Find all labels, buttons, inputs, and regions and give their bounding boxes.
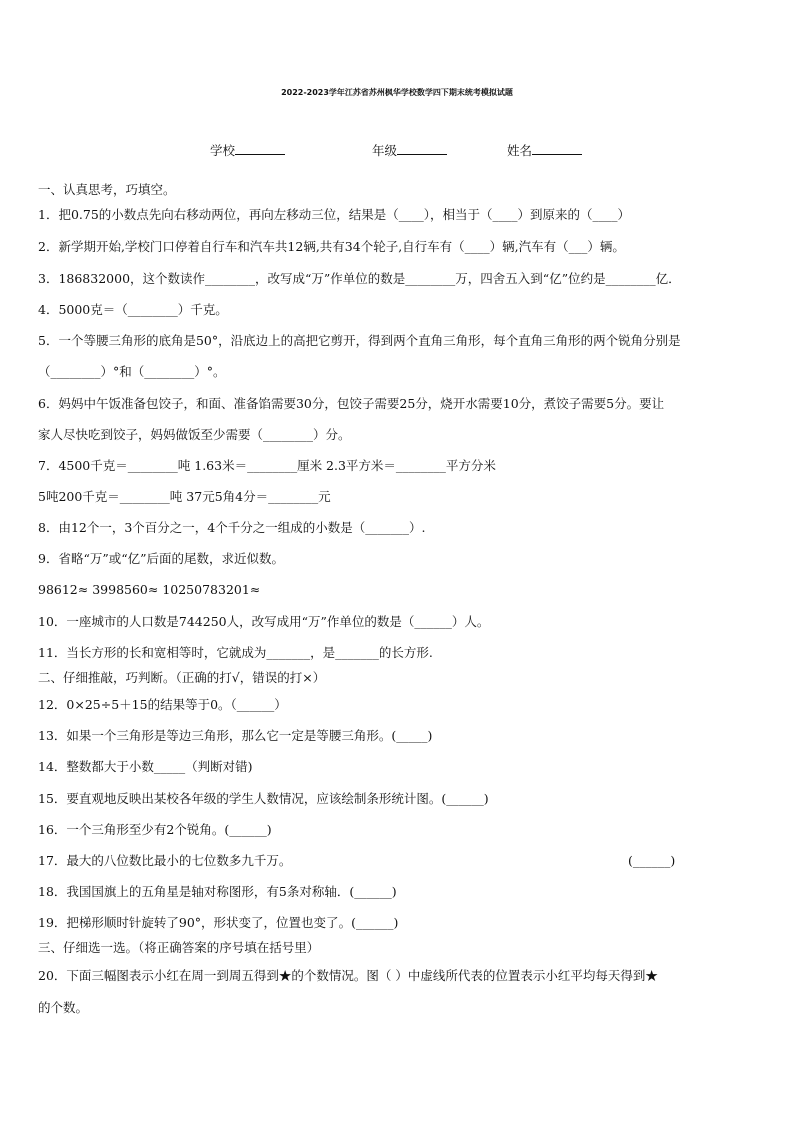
question-5-line-1: 5．一个等腰三角形的底角是50°，沿底边上的高把它剪开，得到两个直角三角形，每个直角三角形的两个锐角分别是: [38, 333, 681, 348]
question-1: 1．把0.75的小数点先向右移动两位，再向左移动三位，结果是（____），相当于（____）到原来的（____）: [38, 207, 631, 222]
question-17: 17．最大的八位数比最小的七位数多九千万。: [38, 853, 292, 868]
page-title: 2022-2023学年江苏省苏州枫华学校数学四下期末统考模拟试题: [281, 88, 513, 97]
question-17-answer-paren: (______): [628, 853, 676, 868]
grade-blank: [397, 142, 447, 155]
school-label: 学校: [210, 143, 236, 158]
name-blank: [532, 142, 582, 155]
question-14: 14．整数都大于小数_____（判断对错): [38, 759, 253, 774]
question-16: 16．一个三角形至少有2个锐角。(______): [38, 822, 272, 837]
school-field: [210, 141, 285, 159]
question-20-line-2: 的个数。: [38, 1000, 89, 1015]
section-heading-2: 二、仔细推敲，巧判断。（正确的打√，错误的打×）: [38, 670, 326, 685]
question-9-items: 98612≈ 3998560≈ 10250783201≈: [38, 582, 261, 597]
question-5-line-2: （________）°和（________）°。: [38, 364, 226, 379]
question-11: 11．当长方形的长和宽相等时，它就成为_______，是_______的长方形.: [38, 645, 433, 660]
grade-field: [372, 141, 447, 159]
question-4: 4．5000克＝（________）千克。: [38, 302, 228, 317]
question-3: 3．186832000，这个数读作________，改写成“万”作单位的数是________万，四舍五入到“亿”位约是________亿．: [38, 271, 681, 286]
question-7-line-2: 5吨200千克＝________吨 37元5角4分＝________元: [38, 489, 331, 504]
question-19: 19．把梯形顺时针旋转了90°，形状变了，位置也变了。(______): [38, 915, 399, 930]
question-18: 18．我国国旗上的五角星是轴对称图形，有5条对称轴．(______): [38, 884, 397, 899]
name-label: 姓名: [507, 143, 533, 158]
question-6-line-2: 家人尽快吃到饺子，妈妈做饭至少需要（________）分。: [38, 427, 351, 442]
school-blank: [235, 142, 285, 155]
question-7-line-1: 7．4500千克＝________吨 1.63米＝________厘米 2.3平方米＝________平方分米: [38, 458, 496, 473]
question-9: 9．省略“万”或“亿”后面的尾数，求近似数。: [38, 551, 285, 566]
question-10: 10．一座城市的人口数是744250人，改写成用“万”作单位的数是（______）人。: [38, 614, 490, 629]
question-6-line-1: 6．妈妈中午饭准备包饺子，和面、准备馅需要30分，包饺子需要25分，烧开水需要10分，煮饺子需要5分。要让: [38, 396, 665, 411]
question-8: 8．由12个一，3个百分之一，4个千分之一组成的小数是（_______）.: [38, 520, 426, 535]
name-field: [507, 141, 582, 159]
question-2: 2．新学期开始,学校门口停着自行车和汽车共12辆,共有34个轮子,自行车有（____）辆,汽车有（___）辆。: [38, 239, 625, 254]
section-heading-1: 一、认真思考，巧填空。: [38, 182, 176, 197]
section-heading-3: 三、仔细选一选。（将正确答案的序号填在括号里）: [38, 940, 320, 955]
question-15: 15．要直观地反映出某校各年级的学生人数情况，应该绘制条形统计图。(______): [38, 791, 489, 806]
question-13: 13．如果一个三角形是等边三角形，那么它一定是等腰三角形。(_____): [38, 728, 433, 743]
question-20-line-1: 20．下面三幅图表示小红在周一到周五得到★的个数情况。图（ ）中虚线所代表的位置表示小红平均每天得到★: [38, 968, 658, 983]
question-12: 12．0×25÷5＋15的结果等于0。（______）: [38, 697, 287, 712]
grade-label: 年级: [372, 143, 398, 158]
